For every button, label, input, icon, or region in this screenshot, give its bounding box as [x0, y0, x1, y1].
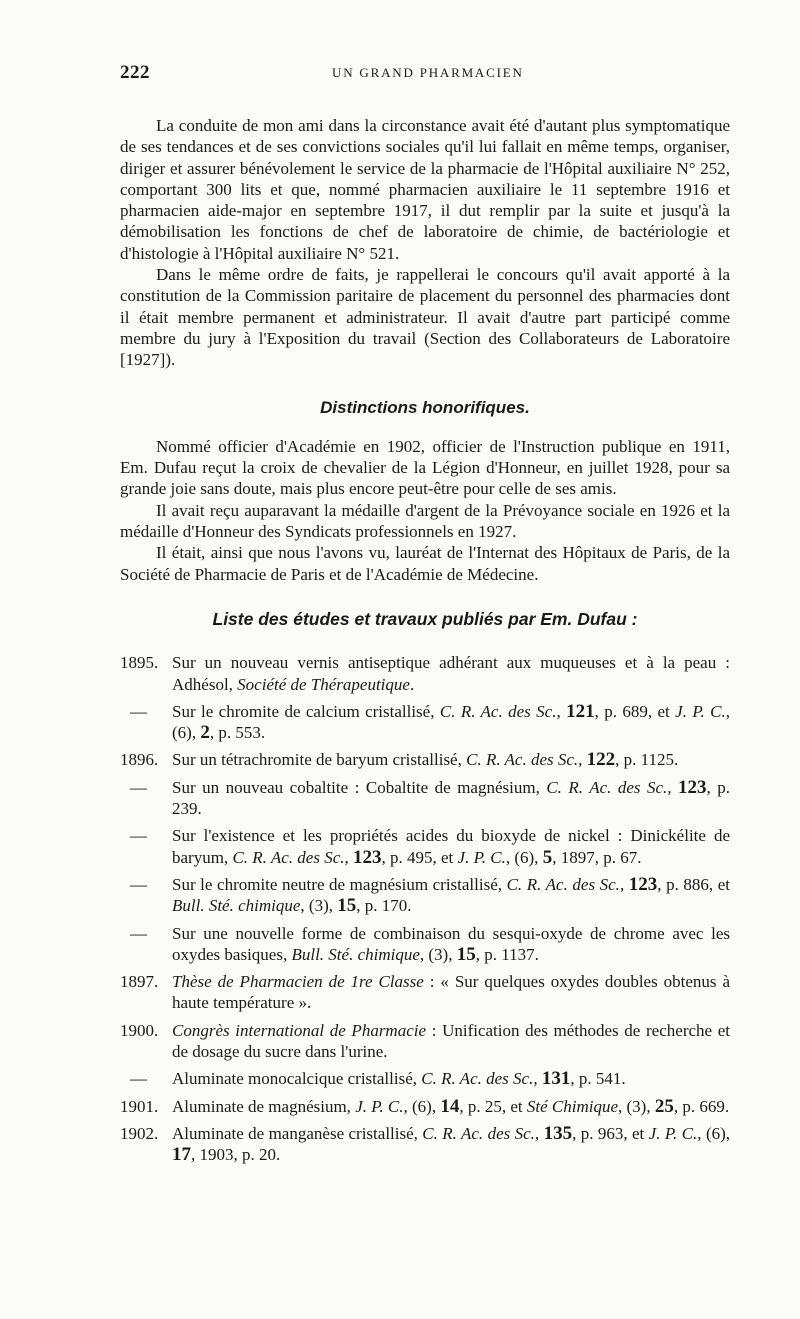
citation-text: , [578, 750, 587, 770]
publication-year: 1896. [120, 750, 159, 770]
publication-entry [120, 923, 730, 966]
publication-text [172, 1020, 730, 1063]
publication-year: 1895. [120, 653, 159, 673]
publication-entry [120, 1123, 730, 1166]
distinction-paragraph: Il avait reçu auparavant la médaille d'argent de la Prévoyance sociale en 1926 et la médaille d'Honneur des Syndicats professionnels en 1927. [120, 500, 730, 542]
journal-title: Bull. Sté. chimique [291, 944, 420, 964]
citation-text: , [667, 777, 679, 797]
publication-year: — [130, 777, 147, 797]
publication-entry [120, 971, 730, 1014]
citation-text: , (6), [172, 701, 730, 743]
volume-number: 14 [440, 1095, 460, 1117]
citation-text: , p. 1125. [615, 750, 679, 770]
section-heading-distinctions: Distinctions honorifiques. [320, 397, 530, 417]
page-body [120, 115, 730, 1165]
citation-text: : Unification des méthodes de recherche et de dosage du sucre dans l'urine. [172, 1020, 731, 1061]
publication-text [172, 1096, 730, 1117]
publication-text [172, 749, 730, 770]
publication-year: — [130, 923, 147, 943]
publication-text [172, 777, 730, 820]
citation-text: Sur le chromite neutre de magnésium cristallisé, [172, 874, 507, 894]
citation-text: , p. 25, et [459, 1096, 527, 1116]
citation-text: . [409, 674, 415, 694]
distinction-paragraph: Nommé officier d'Académie en 1902, officier de l'Instruction publique en 1911, Em. Dufau reçut la croix de chevalier de la Légion d'Honneur, en juillet 1928, pour sa grande joie sans doute, mais plus encore peut-être pour celle de ses amis. [120, 436, 730, 499]
journal-title: Bull. Sté. chimique [172, 896, 301, 916]
publication-text [172, 874, 730, 917]
publication-year: — [130, 1069, 147, 1089]
citation-text: , p. 495, et [381, 847, 458, 867]
volume-number: 122 [586, 749, 616, 771]
publication-entry [120, 652, 730, 695]
volume-number: 17 [172, 1144, 191, 1166]
publication-year: — [130, 701, 147, 721]
citation-text: Sur le chromite de calcium cristallisé, [172, 701, 440, 721]
page-header [120, 62, 730, 96]
citation-text: Sur une nouvelle forme de combinaison du sesqui-oxyde de chrome avec les oxydes basiques, [172, 923, 730, 964]
journal-title: Thèse de Pharmacien de 1re Classe [172, 972, 424, 992]
publication-entry [120, 701, 730, 744]
volume-number: 121 [566, 700, 595, 722]
journal-title: Congrès international de Pharmacie [172, 1020, 427, 1040]
citation-text: , p. 963, et [572, 1123, 649, 1143]
citation-text: , (6), [505, 847, 543, 867]
citation-text: , [556, 701, 567, 721]
publication-entry [120, 874, 730, 917]
citation-text: Sur l'existence et les propriétés acides du bioxyde de nickel : Dinickélite de baryum, [172, 826, 730, 867]
journal-title: C. R. Ac. des Sc. [466, 750, 579, 770]
citation-text: , p. 239. [172, 777, 731, 819]
publication-year: — [130, 874, 147, 894]
journal-title: J. P. C. [648, 1123, 698, 1143]
journal-title: J. P. C. [355, 1096, 404, 1116]
publication-list [120, 652, 730, 1165]
citation-text: , p. 886, et [657, 874, 730, 894]
volume-number: 135 [543, 1122, 573, 1144]
running-head: UN GRAND PHARMACIEN [332, 65, 524, 80]
publication-entry [120, 777, 730, 820]
citation-text: , (6), [403, 1096, 441, 1116]
publication-entry [120, 1068, 730, 1089]
publication-text [172, 1068, 730, 1089]
publication-year: 1902. [120, 1123, 159, 1143]
citation-text: Sur un nouveau vernis antiseptique adhérant aux muqueuses et à la peau : Adhésol, [172, 653, 730, 694]
publication-year: 1900. [120, 1020, 159, 1040]
citation-text: , 1903, p. 20. [191, 1145, 281, 1165]
volume-number: 25 [654, 1095, 674, 1117]
publication-entry [120, 1096, 730, 1117]
volume-number: 5 [542, 846, 553, 868]
publication-year: 1897. [120, 972, 159, 992]
publication-text [172, 971, 730, 1014]
citation-text: Aluminate de magnésium, [172, 1096, 356, 1116]
body-paragraph: Dans le même ordre de faits, je rappellerai le concours qu'il avait apporté à la constitution de la Commission paritaire de placement du personnel des pharmacies dont il était membre permanent et administrateur. Il avait d'autre part participé comme membre du jury à l'Exposition du travail (Section des Collaborateurs de Laboratoire [1927]). [120, 265, 730, 370]
citation-text: , [619, 874, 629, 894]
journal-title: J. P. C. [457, 847, 506, 867]
body-paragraph: La conduite de mon ami dans la circonstance avait été d'autant plus symptomatique de ses tendances et de ses convictions sociales qu'il lui fallait en même temps, organiser, diriger et assurer bénévolement le service de la pharmacie de l'Hôpital auxiliaire N° 252, comportant 300 lits et que, nommé pharmacien auxiliaire le 11 septembre 1916 et pharmacien aide-major en septembre 1917, il dut remplir par la suite et jusqu'à la démobilisation les fonctions de chef de laboratoire de chimie, de bactériologie et d'histologie à l'Hôpital auxiliaire N° 521. [120, 116, 730, 263]
citation-text: , p. 689, et [594, 701, 676, 721]
distinction-paragraph: Il était, ainsi que nous l'avons vu, lauréat de l'Internat des Hôpitaux de Paris, de la Société de Pharmacie de Paris et de l'Académie de Médecine. [120, 543, 730, 584]
citation-text: , p. 541. [570, 1069, 626, 1089]
citation-text: Sur un nouveau cobaltite : Cobaltite de magnésium, [172, 777, 547, 797]
citation-text: , (6), [697, 1123, 731, 1143]
journal-title: C. R. Ac. des Sc. [421, 1069, 534, 1089]
volume-number: 123 [353, 846, 382, 868]
citation-text: , (3), [618, 1096, 655, 1116]
volume-number: 15 [456, 943, 476, 965]
journal-title: Société de Thérapeutique [237, 674, 410, 694]
citation-text: , p. 669. [673, 1096, 730, 1116]
citation-text: , p. 1137. [475, 944, 539, 964]
journal-title: C. R. Ac. des Sc. [506, 874, 620, 894]
publication-text [172, 701, 730, 744]
publication-text [172, 1123, 730, 1166]
page-number: 222 [120, 62, 150, 83]
publication-year: — [130, 826, 147, 846]
journal-title: J. P. C. [675, 701, 726, 721]
volume-number: 2 [200, 722, 210, 744]
publication-year: 1901. [120, 1096, 159, 1116]
volume-number: 123 [628, 873, 658, 895]
citation-text: , (3), [300, 896, 338, 916]
journal-title: C. R. Ac. des Sc. [232, 847, 345, 867]
citation-text: , p. 553. [209, 723, 266, 743]
volume-number: 15 [337, 895, 357, 917]
publication-entry [120, 1020, 730, 1063]
citation-text: , p. 170. [356, 896, 412, 916]
citation-text: Aluminate de manganèse cristallisé, [172, 1123, 423, 1143]
journal-title: C. R. Ac. des Sc. [439, 701, 557, 721]
publication-entry [120, 749, 730, 770]
citation-text: , [344, 847, 353, 867]
publication-text [172, 652, 730, 695]
volume-number: 131 [541, 1068, 571, 1090]
volume-number: 123 [678, 776, 707, 798]
citation-text: , (3), [419, 944, 457, 964]
journal-title: C. R. Ac. des Sc. [546, 777, 668, 797]
publication-entry [120, 825, 730, 868]
citation-text: , [534, 1123, 544, 1143]
journal-title: C. R. Ac. des Sc. [422, 1123, 535, 1143]
publication-text [172, 923, 730, 966]
citation-text: , [533, 1069, 542, 1089]
citation-text: Sur un tétrachromite de baryum cristallisé, [172, 750, 467, 770]
citation-text: : « Sur quelques oxydes doubles obtenus à haute température ». [172, 972, 730, 1013]
journal-title: Sté Chimique [526, 1096, 619, 1116]
publication-text [172, 825, 730, 868]
section-heading-publications: Liste des études et travaux publiés par Em. Dufau : [212, 608, 638, 629]
citation-text: , 1897, p. 67. [552, 847, 642, 867]
citation-text: Aluminate monocalcique cristallisé, [172, 1069, 422, 1089]
